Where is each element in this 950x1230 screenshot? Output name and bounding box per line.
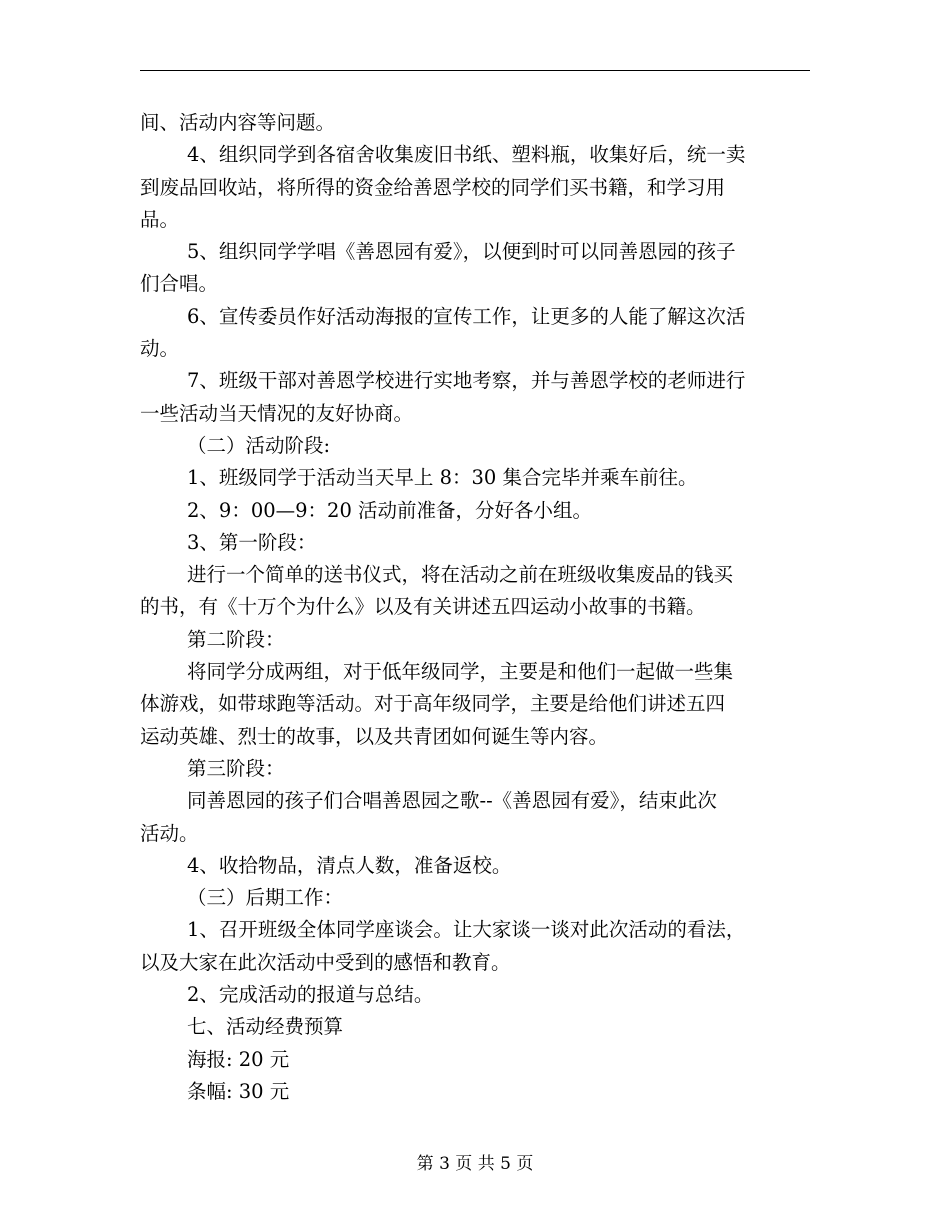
text-line: 活动。 [140, 821, 199, 845]
text-line: 运动英雄、烈士的故事，以及共青团如何诞生等内容。 [140, 724, 609, 748]
text-line: 进行一个简单的送书仪式，将在活动之前在班级收集废品的钱买 [187, 563, 734, 587]
page-footer [0, 1152, 950, 1176]
text-line: 品。 [140, 207, 180, 231]
text-line: 体游戏，如带球跑等活动。对于高年级同学，主要是给他们讲述五四 [140, 692, 726, 716]
header-rule [140, 70, 810, 71]
text-line: 到废品回收站，将所得的资金给善恩学校的同学们买书籍，和学习用 [140, 175, 726, 199]
text-line: 海报: 20 元 [187, 1047, 290, 1071]
text-line: （三）后期工作： [187, 886, 344, 910]
text-line: 们合唱。 [140, 272, 219, 296]
text-line: 以及大家在此次活动中受到的感悟和教育。 [140, 950, 511, 974]
text-line: 的书，有《十万个为什么》以及有关讲述五四运动小故事的书籍。 [140, 595, 706, 619]
text-line: 第三阶段： [187, 756, 285, 780]
text-line: 间、活动内容等问题。 [140, 111, 336, 134]
text-line: 4、组织同学到各宿舍收集废旧书纸、塑料瓶，收集好后，统一卖 [187, 143, 746, 167]
document-body [140, 107, 812, 1108]
text-line: 第二阶段： [187, 627, 285, 651]
text-line: 1、召开班级全体同学座谈会。让大家谈一谈对此次活动的看法， [187, 918, 746, 942]
text-line: 一些活动当天情况的友好协商。 [140, 401, 414, 425]
text-line: 1、班级同学于活动当天早上 8：30 集合完毕并乘车前往。 [187, 466, 698, 490]
text-line: 2、9：00—9：20 活动前准备，分好各小组。 [187, 498, 593, 522]
text-line: 7、班级干部对善恩学校进行实地考察，并与善恩学校的老师进行 [187, 369, 746, 393]
text-line: （二）活动阶段: [187, 433, 331, 457]
text-line: 5、组织同学学唱《善恩园有爱》，以便到时可以同善恩园的孩子 [187, 240, 736, 264]
text-line: 条幅: 30 元 [187, 1079, 290, 1103]
text-line: 2、完成活动的报道与总结。 [187, 983, 434, 1007]
text-line: 4、收拾物品，清点人数，准备返校。 [187, 853, 512, 877]
text-line: 3、第一阶段： [187, 530, 317, 554]
text-line: 6、宣传委员作好活动海报的宣传工作，让更多的人能了解这次活 [187, 304, 746, 328]
text-line: 七、活动经费预算 [187, 1015, 344, 1039]
text-line: 同善恩园的孩子们合唱善恩园之歌--《善恩园有爱》，结束此次 [187, 789, 717, 813]
page-number: 第 3 页 共 5 页 [416, 1154, 534, 1174]
text-line: 动。 [140, 337, 180, 361]
text-line: 将同学分成两组，对于低年级同学，主要是和他们一起做一些集 [187, 660, 734, 684]
